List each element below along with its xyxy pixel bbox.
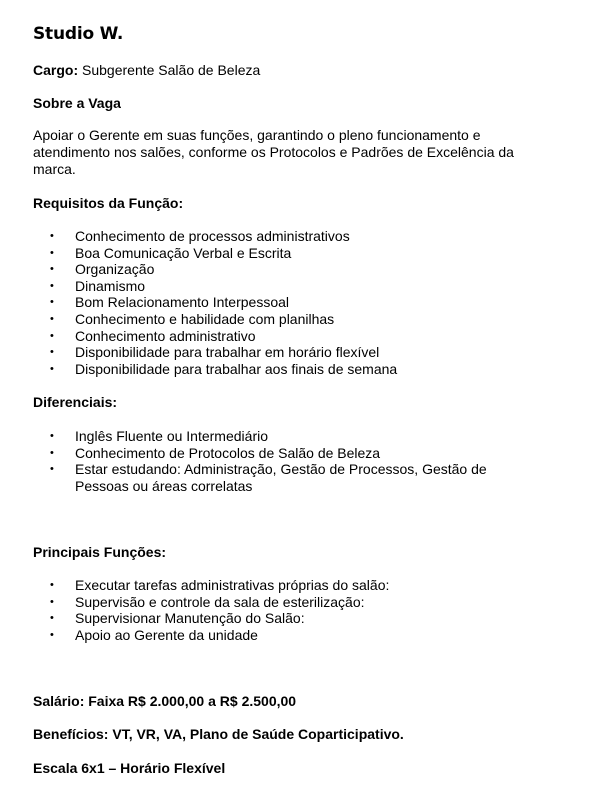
bullet-icon: • (50, 446, 54, 459)
company-title: Studio W. (33, 24, 124, 44)
bullet-icon: • (50, 579, 54, 591)
cargo-value: Subgerente Salão de Beleza (78, 62, 261, 78)
list-item (48, 344, 568, 361)
list-item (48, 278, 568, 295)
list-item (48, 610, 568, 627)
list-item (48, 245, 568, 262)
funcoes-list (48, 577, 568, 643)
list-item-text: Conhecimento e habilidade com planilhas (75, 310, 335, 327)
list-item-text: Inglês Fluente ou Intermediário (75, 428, 268, 444)
sobre-paragraph: Apoiar o Gerente em suas funções, garantindo o pleno funcionamento e atendimento nos salões, conforme os Protocolos e Padrões de Excelência da marca. (33, 127, 514, 177)
list-item (48, 261, 568, 278)
list-item-text: Conhecimento de Protocolos de Salão de Beleza (75, 444, 381, 461)
bullet-icon: • (50, 296, 54, 309)
list-item-text: Estar estudando: Administração, Gestão de Processos, Gestão de Pessoas ou áreas correlatas (75, 461, 487, 494)
bullet-icon: • (50, 463, 54, 476)
salario-line: Salário: Faixa R$ 2.000,00 a R$ 2.500,00 (33, 693, 297, 709)
bullet-icon: • (50, 628, 54, 641)
bullet-icon: • (50, 362, 54, 375)
list-item (48, 445, 498, 462)
escala-line: Escala 6x1 – Horário Flexível (33, 760, 226, 776)
bullet-icon: • (50, 279, 54, 292)
bullet-icon: • (50, 612, 54, 625)
list-item (48, 328, 568, 345)
list-item (48, 228, 568, 245)
list-item-text: Conhecimento de processos administrativos (75, 228, 350, 244)
list-item (48, 627, 568, 644)
diferenciais-heading: Diferenciais: (33, 394, 118, 410)
list-item (48, 594, 568, 611)
sobre-heading: Sobre a Vaga (33, 95, 121, 111)
list-item (48, 577, 568, 594)
funcoes-heading: Principais Funções: (33, 544, 167, 560)
bullet-icon: • (50, 312, 54, 325)
list-item-text: Supervisionar Manutenção do Salão: (75, 610, 305, 627)
bullet-icon: • (50, 346, 54, 359)
bullet-icon: • (50, 246, 54, 259)
requisitos-heading: Requisitos da Função: (33, 195, 184, 211)
list-item-text: Apoio ao Gerente da unidade (75, 626, 258, 643)
list-item-text: Disponibilidade para trabalhar em horário flexível (75, 344, 380, 361)
list-item-text: Executar tarefas administrativas próprias do salão: (75, 577, 390, 593)
bullet-icon: • (50, 263, 54, 276)
list-item (48, 361, 568, 378)
list-item (48, 428, 498, 445)
list-item (48, 294, 568, 311)
cargo-line (33, 62, 260, 79)
bullet-icon: • (50, 230, 54, 242)
bullet-icon: • (50, 329, 54, 342)
list-item-text: Dinamismo (75, 277, 146, 294)
requisitos-list (48, 228, 568, 377)
list-item (48, 311, 568, 328)
beneficios-line: Benefícios: VT, VR, VA, Plano de Saúde Coparticipativo. (33, 726, 404, 742)
cargo-label: Cargo: (33, 62, 79, 78)
bullet-icon: • (50, 430, 54, 442)
list-item-text: Supervisão e controle da sala de esterilização: (75, 593, 365, 610)
bullet-icon: • (50, 595, 54, 608)
list-item-text: Boa Comunicação Verbal e Escrita (75, 244, 292, 261)
diferenciais-list (48, 428, 498, 494)
list-item-text: Bom Relacionamento Interpessoal (75, 294, 290, 311)
list-item-text: Disponibilidade para trabalhar aos finais de semana (75, 360, 398, 377)
list-item-text: Conhecimento administrativo (75, 327, 256, 344)
list-item (48, 461, 498, 494)
list-item-text: Organização (75, 261, 155, 278)
